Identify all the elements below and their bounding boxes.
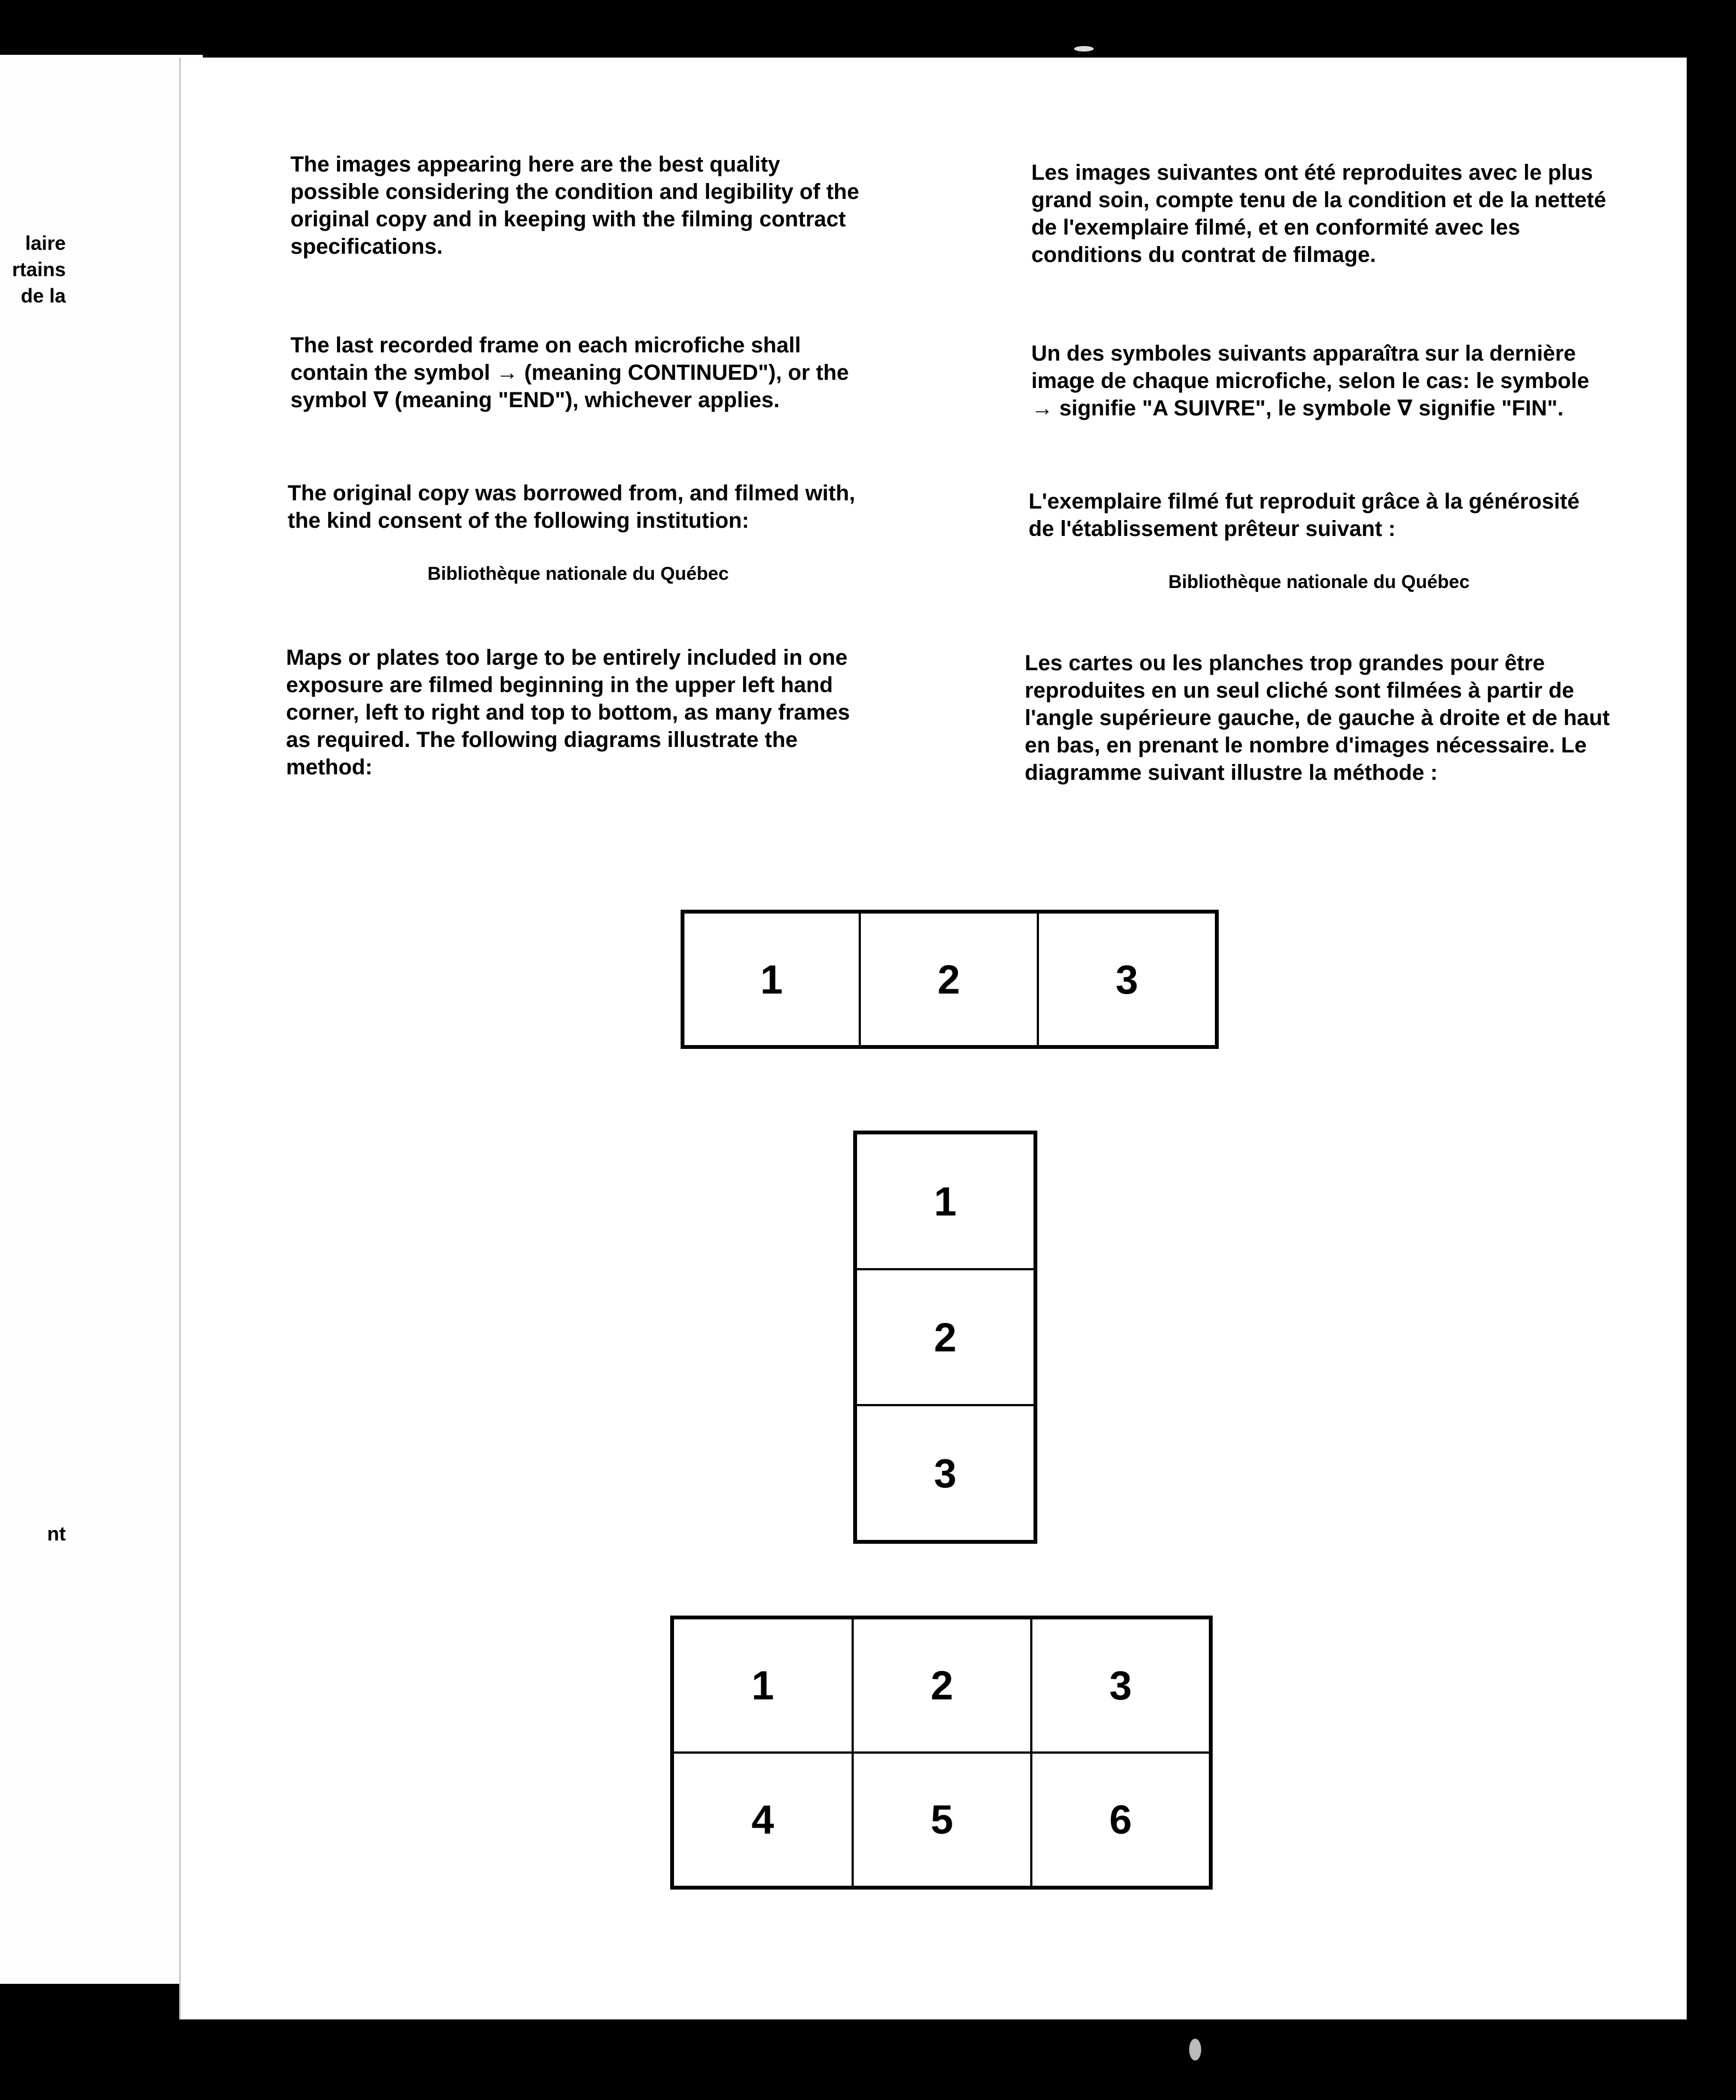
french-symbols-text-b: signifie "A SUIVRE", le symbole [1053,396,1397,420]
diagram-grid-cell: 1 [673,1618,853,1753]
previous-page-edge [0,55,203,1984]
french-institution-name: Bibliothèque nationale du Québec [1168,572,1470,592]
english-symbols-text-c: (meaning "END"), whichever applies. [389,388,780,412]
french-paragraph-borrowed: L'exemplaire filmé fut reproduit grâce à la générosité de l'établissement prêteur suivant : [1029,489,1580,541]
left-fragment-bottom: nt [47,1522,66,1545]
diagram-row [681,910,1219,1049]
diagram-column-cell: 2 [856,1269,1035,1405]
diagram-column-cell: 1 [856,1133,1035,1269]
english-paragraph-maps: Maps or plates too large to be entirely included in one exposure are filmed beginning in the upper left hand corner, left to right and top to bottom, as many frames as required. The following diagrams illustrate the method: [286,646,850,779]
diagram-grid [670,1616,1213,1890]
french-symbols-text-a: Un des symboles suivants apparaîtra sur la dernière image de chaque microfiche, selon le cas: le symbole [1031,341,1590,393]
english-paragraph-symbols [290,332,871,414]
english-paragraph-quality: The images appearing here are the best quality possible considering the condition and legibility of the original copy and in keeping with the filming contract specifications. [290,152,859,259]
microfiche-target-page [181,58,1687,2019]
diagram-grid-cell: 2 [853,1618,1031,1753]
diagram-row-cell: 2 [860,912,1038,1046]
continued-arrow-icon: → [496,361,518,385]
left-fragment-line-3: de la [20,284,66,307]
french-paragraph-quality: Les images suivantes ont été reproduites avec le plus grand soin, compte tenu de la condition et de la netteté de l'exemplaire filmé, et en conformité avec les conditions du contrat de filmage. [1031,161,1607,267]
diagram-grid-cell: 6 [1031,1753,1210,1887]
diagram-grid-cell: 4 [673,1753,853,1887]
left-fragment-line-2: rtains [12,258,66,281]
end-triangle-icon-fr: ∇ [1397,396,1413,420]
continued-arrow-icon-fr: → [1031,396,1053,420]
diagram-grid-cell: 5 [853,1753,1031,1887]
diagram-grid-cell: 3 [1031,1618,1210,1753]
french-paragraph-maps: Les cartes ou les planches trop grandes pour être reproduites en un seul cliché sont filmées à partir de l'angle supérieure gauche, de gauche à droite et de haut en bas, en prenant le nombre d'images nécessaire. Le diagramme suivant illustre la méthode : [1025,651,1610,785]
diagram-column-cell: 3 [856,1405,1035,1541]
scan-speck [1189,2039,1201,2061]
diagram-row-cell: 3 [1038,912,1216,1046]
english-symbols-text-b: (meaning CONTINUED"), or the symbol [290,361,849,412]
end-triangle-icon: ∇ [373,388,389,412]
english-paragraph-borrowed: The original copy was borrowed from, and filmed with, the kind consent of the following institution: [288,481,855,533]
left-fragment-line-1: laire [25,232,66,254]
scan-speck [1074,46,1094,52]
english-institution-name: Bibliothèque nationale du Québec [427,563,729,584]
french-paragraph-symbols [1031,340,1612,422]
french-symbols-text-c: signifie "FIN". [1412,396,1564,420]
diagram-column [853,1131,1037,1544]
english-symbols-text-a: The last recorded frame on each microfiche shall contain the symbol [290,333,801,385]
diagram-row-cell: 1 [683,912,860,1046]
